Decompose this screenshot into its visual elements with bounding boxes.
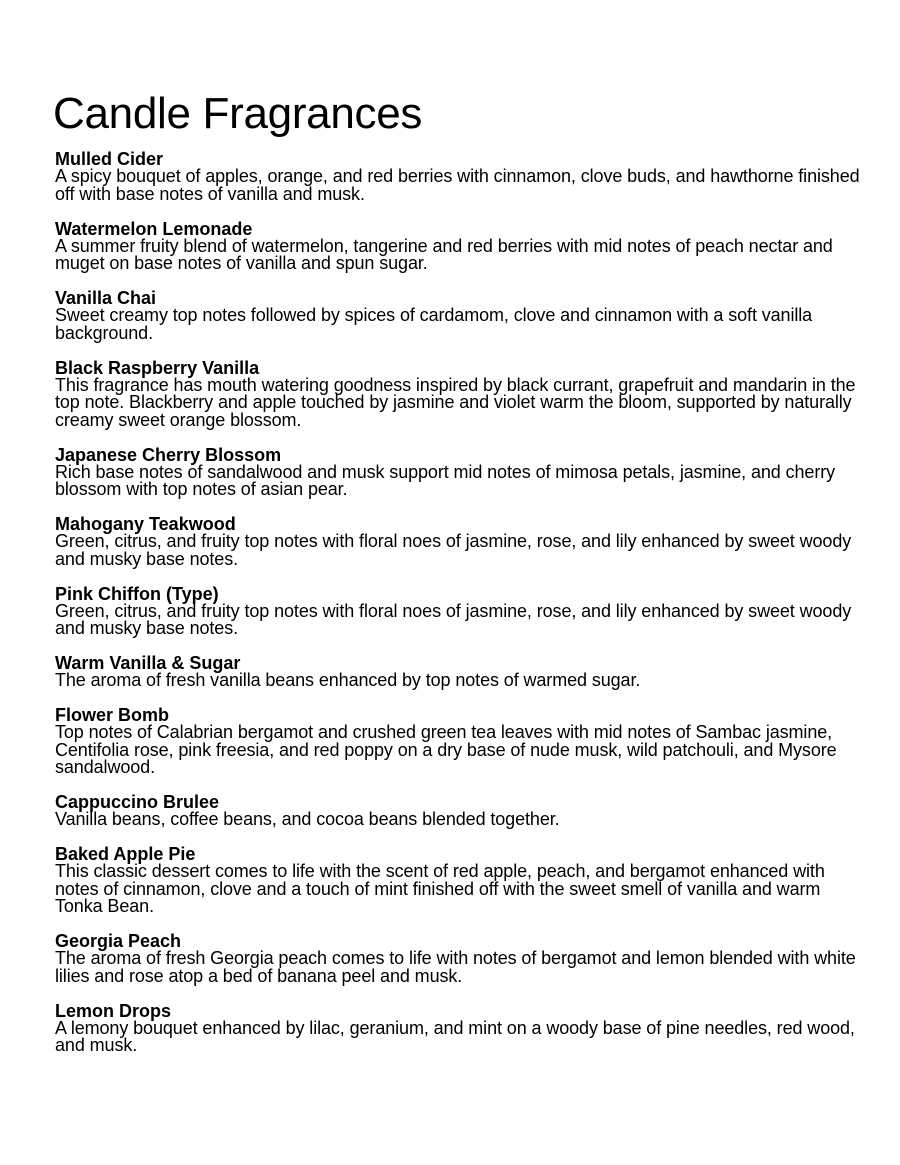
fragrance-description: A summer fruity blend of watermelon, tangerine and red berries with mid notes of peach nectar and muget on base notes of vanilla and spun sugar.: [55, 235, 833, 273]
fragrance-entry-black-raspberry-vanilla: [55, 359, 860, 430]
fragrance-description: A spicy bouquet of apples, orange, and red berries with cinnamon, clove buds, and hawthorne finished off with base notes of vanilla and musk.: [55, 166, 860, 204]
fragrance-entry-mahogany-teakwood: [55, 515, 860, 568]
fragrance-name: Baked Apple Pie: [55, 844, 196, 864]
fragrance-description: A lemony bouquet enhanced by lilac, geranium, and mint on a woody base of pine needles, red wood, and musk.: [55, 1017, 855, 1055]
fragrance-name: Pink Chiffon (Type): [55, 583, 219, 604]
fragrance-name: Warm Vanilla & Sugar: [55, 653, 241, 673]
fragrance-description: This fragrance has mouth watering goodness inspired by black currant, grapefruit and mandarin in the top note. Blackberry and apple touched by jasmine and violet warm the bloom, supported by naturally creamy sweet orange blossom.: [55, 374, 856, 430]
fragrance-entry-pink-chiffon: [55, 585, 860, 638]
fragrance-name: Vanilla Chai: [55, 288, 157, 308]
fragrance-name: Georgia Peach: [55, 931, 182, 951]
fragrance-description: This classic dessert comes to life with the scent of red apple, peach, and bergamot enhanced with notes of cinnamon, clove and a touch of mint finished off with the sweet smell of vanilla and warm Tonka Bean.: [55, 861, 825, 916]
fragrance-entry-lemon-drops: [55, 1002, 860, 1055]
fragrance-name: Flower Bomb: [55, 705, 170, 725]
fragrance-entry-mulled-cider: [55, 150, 860, 203]
fragrance-name: Japanese Cherry Blossom: [55, 444, 282, 465]
fragrance-description: Green, citrus, and fruity top notes with floral noes of jasmine, rose, and lily enhanced by sweet woody and musky base notes.: [55, 600, 852, 638]
fragrance-description: Green, citrus, and fruity top notes with floral noes of jasmine, rose, and lily enhanced by sweet woody and musky base notes.: [55, 531, 852, 569]
fragrance-entry-japanese-cherry-blossom: [55, 446, 860, 499]
fragrance-entry-watermelon-lemonade: [55, 220, 860, 273]
fragrance-description: Top notes of Calabrian bergamot and crushed green tea leaves with mid notes of Sambac jasmine, Centifolia rose, pink freesia, and red poppy on a dry base of nude musk, wild patchouli, and Mysore sandalwood.: [55, 722, 837, 777]
fragrance-description: The aroma of fresh Georgia peach comes to life with notes of bergamot and lemon blended with white lilies and rose atop a bed of banana peel and musk.: [55, 948, 856, 986]
fragrance-entry-georgia-peach: [55, 932, 860, 985]
fragrance-name: Cappuccino Brulee: [55, 792, 220, 812]
fragrance-name: Lemon Drops: [55, 1000, 172, 1021]
fragrance-description: The aroma of fresh vanilla beans enhanced by top notes of warmed sugar.: [55, 670, 641, 690]
fragrance-name: Black Raspberry Vanilla: [55, 357, 260, 378]
fragrance-entry-flower-bomb: [55, 706, 860, 777]
document-page: [55, 88, 860, 1071]
fragrance-name: Mahogany Teakwood: [55, 514, 236, 534]
fragrance-entry-baked-apple-pie: [55, 845, 860, 916]
fragrance-description: Rich base notes of sandalwood and musk support mid notes of mimosa petals, jasmine, and cherry blossom with top notes of asian pear.: [55, 461, 836, 499]
fragrance-entry-vanilla-chai: [55, 289, 860, 342]
fragrance-description: Vanilla beans, coffee beans, and cocoa beans blended together.: [55, 809, 560, 829]
fragrance-name: Mulled Cider: [55, 149, 164, 169]
fragrance-description: Sweet creamy top notes followed by spices of cardamom, clove and cinnamon with a soft vanilla background.: [55, 305, 813, 343]
page-title: Candle Fragrances: [53, 89, 423, 138]
fragrance-name: Watermelon Lemonade: [55, 218, 253, 239]
fragrance-entry-cappuccino-brulee: [55, 793, 860, 829]
fragrance-entry-warm-vanilla-sugar: [55, 654, 860, 690]
